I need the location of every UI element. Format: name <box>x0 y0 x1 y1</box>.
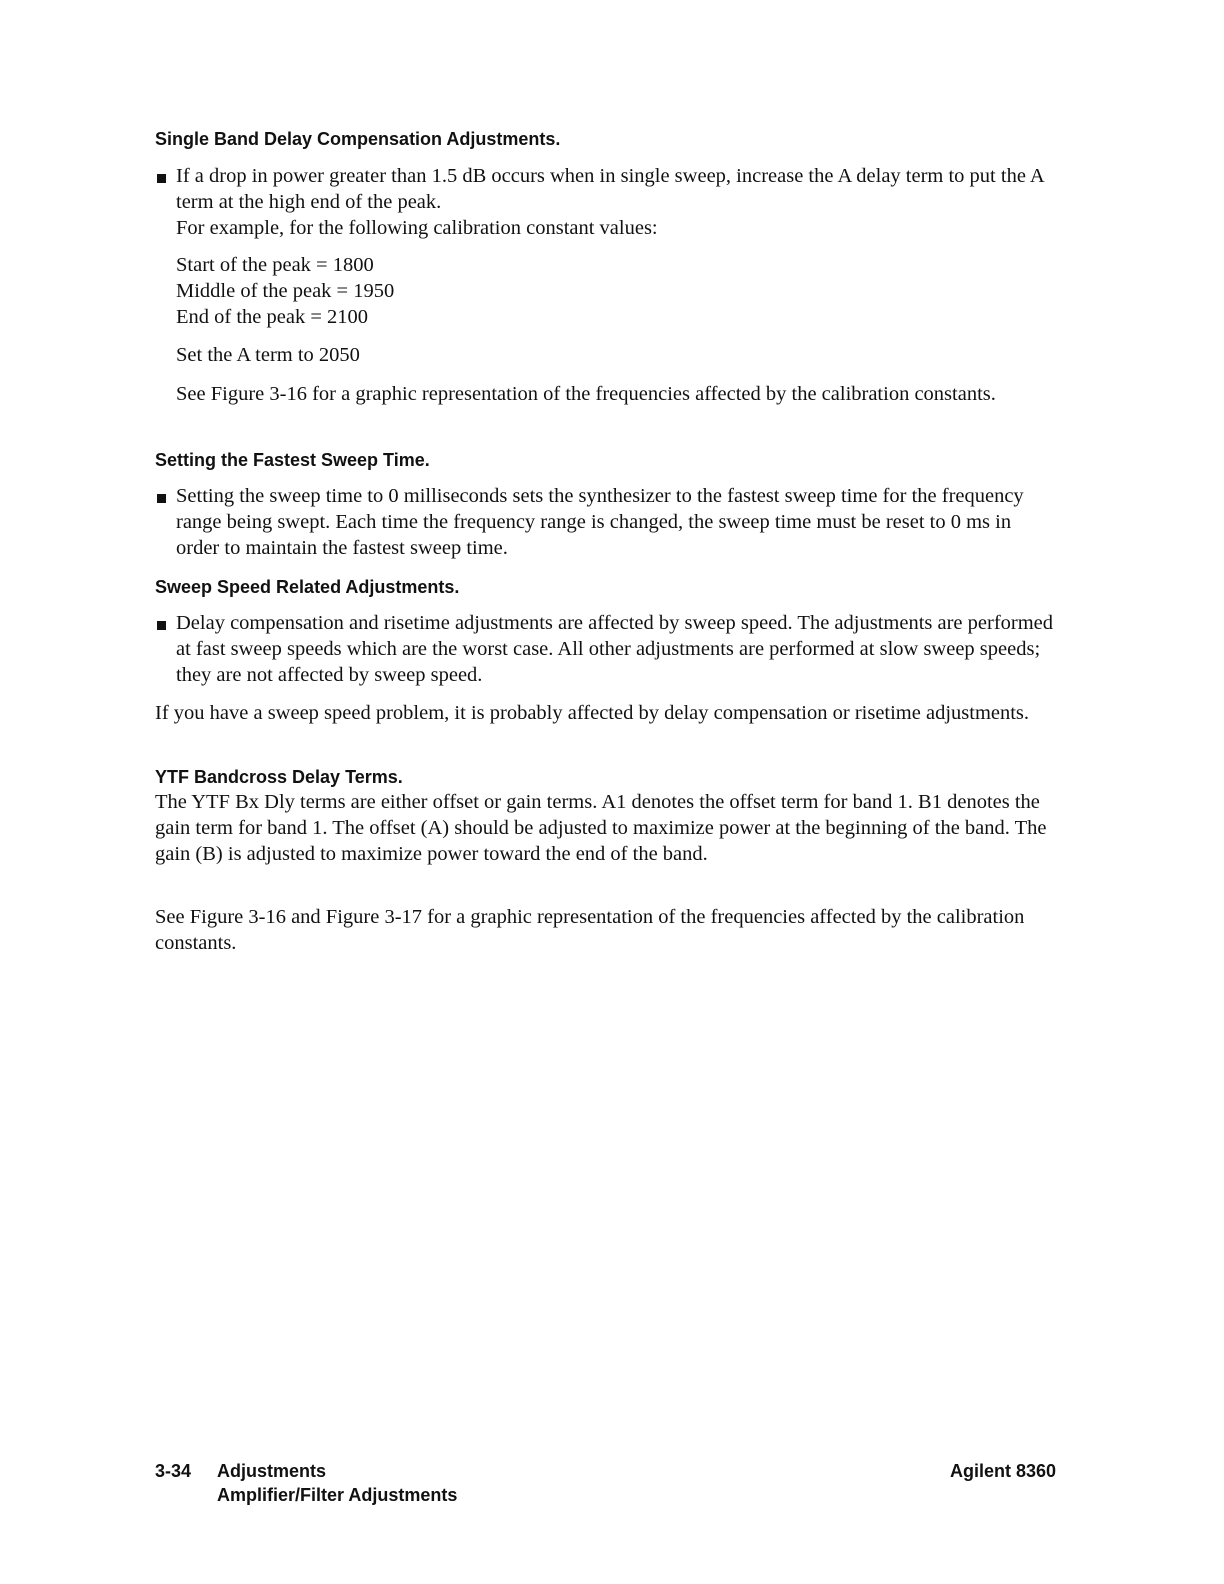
ytf-paragraph-2: See Figure 3-16 and Figure 3-17 for a graphic representation of the frequencies affected by the calibration constants. <box>155 906 1025 954</box>
value-start-of-peak: Start of the peak = 1800 <box>176 254 374 276</box>
bullet-icon <box>157 174 166 183</box>
section-heading-fastest-sweep: Setting the Fastest Sweep Time. <box>155 450 430 470</box>
ytf-paragraph-1: The YTF Bx Dly terms are either offset or gain terms. A1 denotes the offset term for band 1. B1 denotes the gain term for band 1. The offset (A) should be adjusted to maximize power at the beginning of the band. The gain (B) is adjusted to maximize power toward the end of the band. <box>155 791 1047 865</box>
bullet-icon <box>157 621 166 630</box>
sweep-speed-paragraph: If you have a sweep speed problem, it is probably affected by delay compensation or risetime adjustments. <box>155 702 1030 724</box>
example-intro: For example, for the following calibration constant values: <box>176 217 658 239</box>
footer-page-number: 3-34 <box>155 1461 192 1481</box>
bullet-text-fastest-sweep: Setting the sweep time to 0 milliseconds sets the synthesizer to the fastest sweep time for the frequency range being swept. Each time the frequency range is changed, the sweep time must be reset to 0 ms in order to maintain the fastest sweep time. <box>176 485 1024 559</box>
footer-chapter: Adjustments <box>217 1461 327 1481</box>
bullet-text-single-band: If a drop in power greater than 1.5 dB occurs when in single sweep, increase the A delay term to put the A term at the high end of the peak. <box>176 165 1044 213</box>
section-heading-ytf: YTF Bandcross Delay Terms. <box>155 767 403 787</box>
footer-product: Agilent 8360 <box>949 1461 1056 1481</box>
bullet-icon <box>157 494 166 503</box>
see-figure-text: See Figure 3-16 for a graphic representation of the frequencies affected by the calibration constants. <box>176 383 996 405</box>
value-end-of-peak: End of the peak = 2100 <box>176 306 369 328</box>
footer-section: Amplifier/Filter Adjustments <box>217 1485 458 1505</box>
set-term-text: Set the A term to 2050 <box>176 344 360 366</box>
value-middle-of-peak: Middle of the peak = 1950 <box>176 280 395 302</box>
bullet-text-sweep-speed: Delay compensation and risetime adjustments are affected by sweep speed. The adjustments are performed at fast sweep speeds which are the worst case. All other adjustments are performed at slow sweep speeds; they are not affected by sweep speed. <box>176 612 1054 686</box>
section-heading-single-band: Single Band Delay Compensation Adjustments. <box>155 129 561 149</box>
section-heading-sweep-speed: Sweep Speed Related Adjustments. <box>155 577 460 597</box>
